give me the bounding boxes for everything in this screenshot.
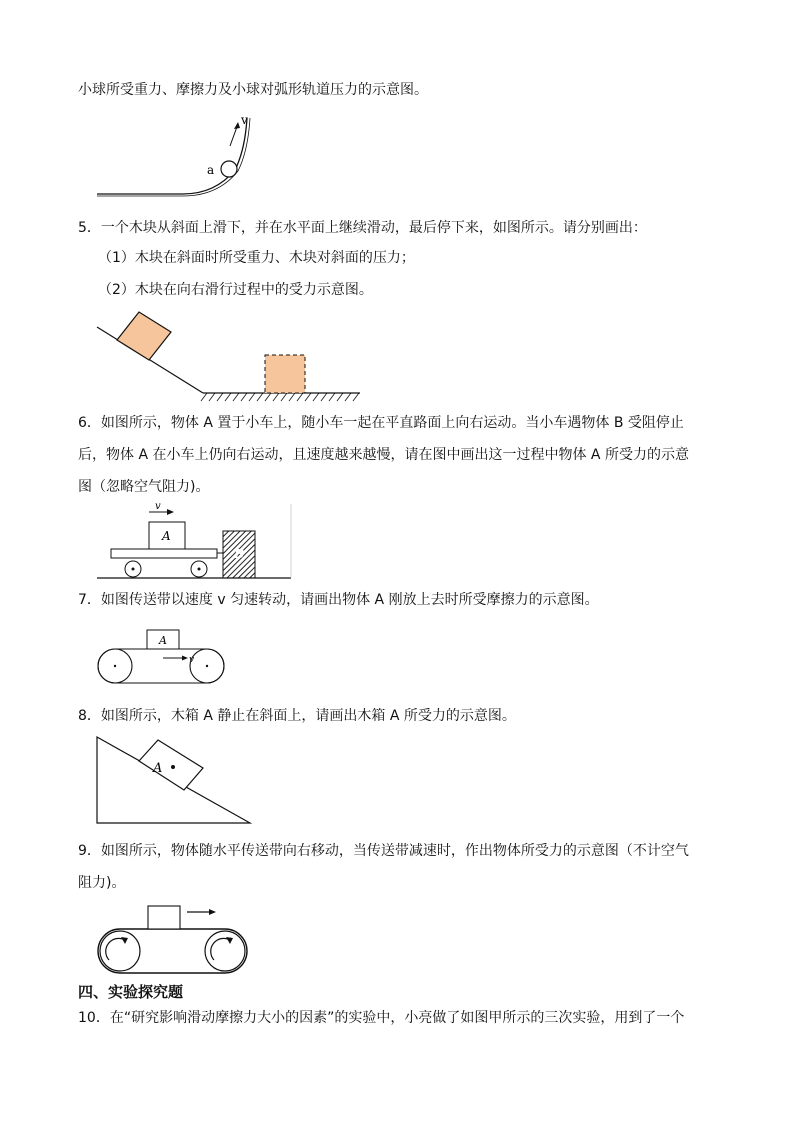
cart-body [111, 549, 217, 558]
belt-velocity-arrowhead [182, 656, 188, 661]
question-6-line2: 后，物体 A 在小车上仍向右运动，且速度越来越慢，请在图中画出这一过程中物体 A 所受力的示意 [78, 447, 689, 463]
incline-box-figure [95, 735, 255, 830]
cart-label-v: v [155, 501, 161, 512]
pulley-left-axle [114, 665, 116, 667]
box-a-label: A [153, 761, 163, 776]
object-b-label: B [234, 547, 245, 561]
curved-track [97, 118, 247, 194]
block-on-incline [117, 312, 171, 360]
ball-label-a: a [207, 163, 215, 177]
cart-figure [95, 500, 295, 585]
object-a-label: A [162, 529, 171, 543]
object-box [148, 906, 180, 929]
question-8-stem: 8．如图所示，木箱 A 静止在斜面上，请画出木箱 A 所受力的示意图。 [78, 708, 516, 724]
ball-label-v: v [241, 113, 248, 127]
motion-arrowhead [209, 909, 216, 915]
velocity-arrowhead [234, 122, 240, 129]
question-text: 小球所受重力、摩擦力及小球对弧形轨道压力的示意图。 [78, 82, 428, 98]
ball-track-figure [95, 110, 265, 200]
question-5-part2: （2）木块在向右滑行过程中的受力示意图。 [98, 282, 373, 298]
wheel-hub-left [132, 568, 135, 571]
question-9-line2: 阻力)。 [78, 875, 126, 891]
box-a-center [171, 765, 175, 769]
incline-block-figure [95, 305, 375, 405]
question-9-line1: 9．如图所示，物体随水平传送带向右移动，当传送带减速时，作出物体所受力的示意图（不计空气 [78, 843, 689, 859]
question-10-stem: 10．在“研究影响滑动摩擦力大小的因素”的实验中，小亮做了如图甲所示的三次实验，用到了一个 [78, 1010, 685, 1026]
curved-track-edge [97, 118, 250, 196]
question-5-stem: 5．一个木块从斜面上滑下，并在水平面上继续滑动，最后停下来，如图所示。请分别画出： [78, 220, 647, 236]
belt-label-v: v [189, 655, 195, 665]
question-5-part1: （1）木块在斜面时所受重力、木块对斜面的压力； [98, 250, 415, 266]
question-6-line3: 图（忽略空气阻力)。 [78, 479, 210, 495]
conveyor-figure-q9 [95, 900, 255, 978]
wheel-hub-right [198, 568, 201, 571]
question-7-stem: 7．如图传送带以速度 v 匀速转动，请画出物体 A 刚放上去时所受摩擦力的示意图。 [78, 592, 599, 608]
ground-hatching [201, 393, 359, 401]
pulley-right-axle [206, 665, 208, 667]
cart-velocity-arrowhead [167, 509, 174, 515]
question-6-line1: 6．如图所示，物体 A 置于小车上，随小车一起在平直路面上向右运动。当小车遇物体 B 受阻停止 [78, 415, 684, 431]
object-a-label: A [159, 634, 167, 647]
section-heading: 四、实验探究题 [78, 983, 184, 1001]
conveyor-figure-q7 [95, 625, 230, 690]
ball [221, 161, 237, 177]
block-on-ground [265, 355, 305, 393]
